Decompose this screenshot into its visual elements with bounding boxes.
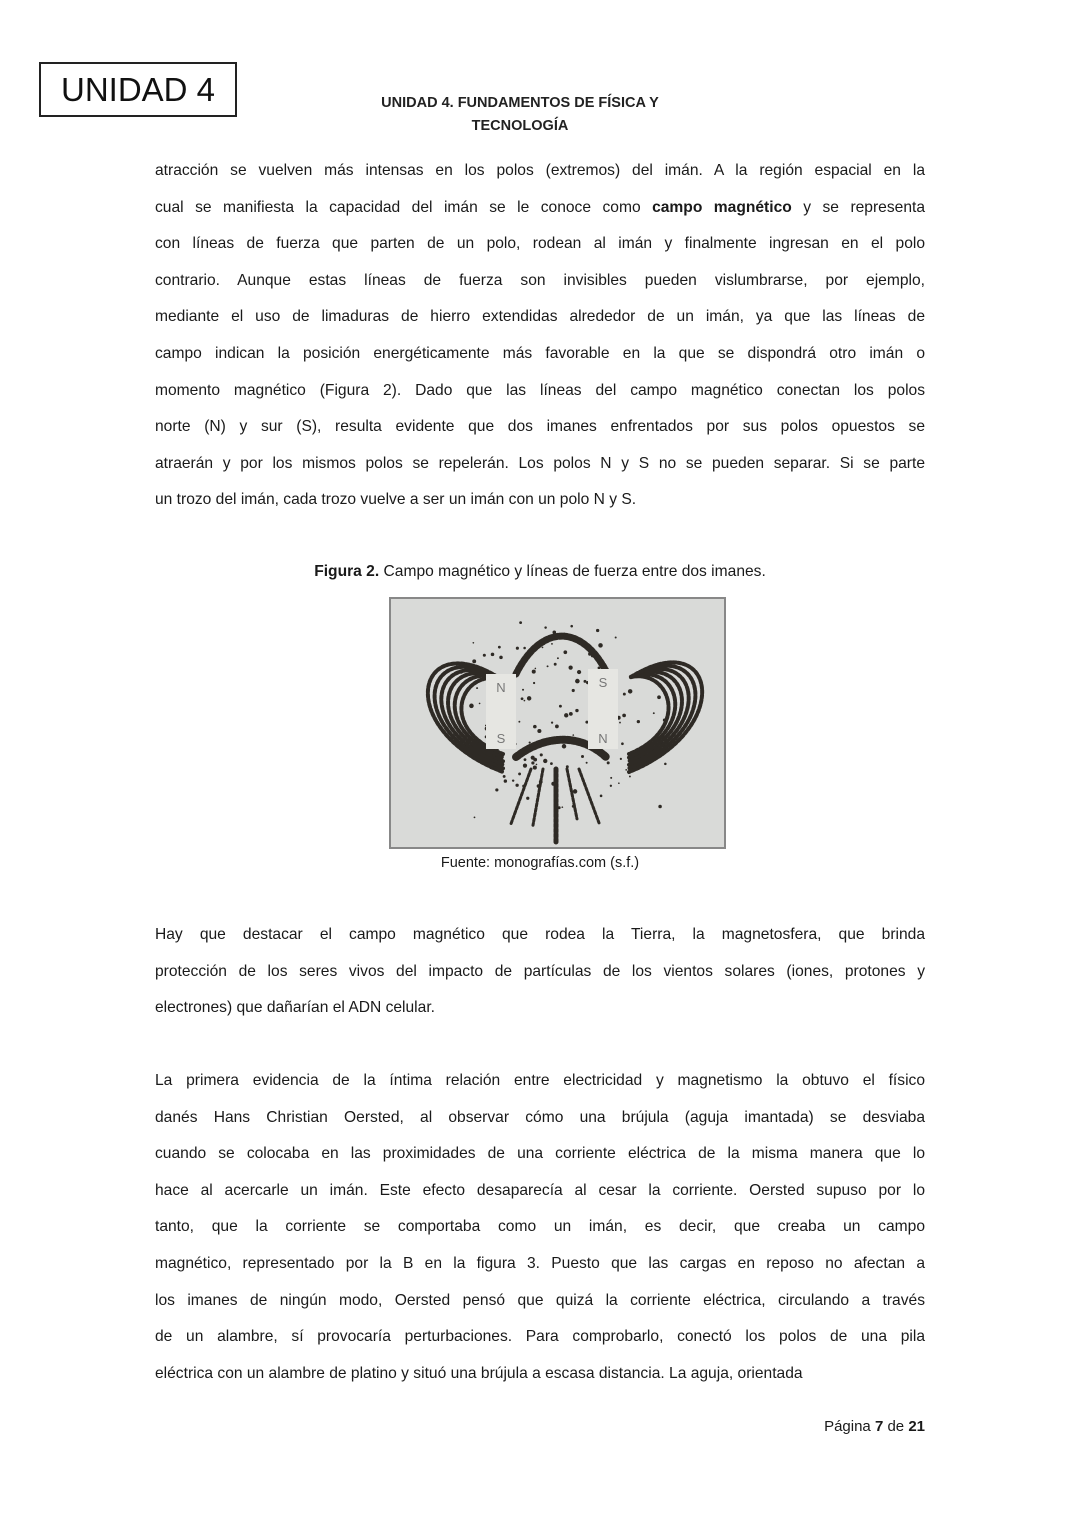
text-segment: atracción se vuelven más intensas en los polos (extremos) del imán. A la región espacial en la xyxy=(155,162,925,179)
text-line xyxy=(155,1107,925,1144)
text-line xyxy=(155,1180,925,1217)
text-line xyxy=(155,1143,925,1180)
magnet-pole-label: N xyxy=(598,731,608,746)
page-word: Página xyxy=(824,1418,875,1435)
figure-caption-label: Figura 2. xyxy=(314,563,380,580)
unit-label-box: UNIDAD 4 xyxy=(39,62,237,117)
text-line xyxy=(155,1326,925,1363)
text-line xyxy=(155,270,925,307)
figure-caption xyxy=(0,563,1080,581)
text-segment: cuando se colocaba en las proximidades de una corriente eléctrica de la misma manera que lo xyxy=(155,1145,925,1163)
text-line xyxy=(155,924,925,961)
paragraph-magnetic-field xyxy=(155,160,925,526)
text-segment: con líneas de fuerza que parten de un polo, rodean al imán y finalmente ingresan en el polo xyxy=(155,235,925,253)
text-line xyxy=(155,1216,925,1253)
page-total: 21 xyxy=(908,1418,925,1435)
text-line xyxy=(155,160,925,197)
text-segment: campo indican la posición energéticamente más favorable en la que se dispondrá otro imán o xyxy=(155,344,925,362)
text-segment: danés Hans Christian Oersted, al observar cómo una brújula (aguja imantada) se desviaba xyxy=(155,1108,925,1126)
text-segment: hace al acercarle un imán. Este efecto desaparecía al cesar la corriente. Oersted supuso por lo xyxy=(155,1181,925,1199)
text-line xyxy=(155,1070,925,1107)
text-line xyxy=(155,1363,925,1400)
text-line xyxy=(155,343,925,380)
text-segment: un trozo del imán, cada trozo vuelve a ser un imán con un polo N y S. xyxy=(155,491,637,509)
page-number xyxy=(824,1418,925,1435)
text-line xyxy=(155,1253,925,1290)
text-segment: Hay que destacar el campo magnético que rodea la Tierra, la magnetosfera, que brinda xyxy=(155,926,925,943)
text-segment: momento magnético (Figura 2). Dado que las líneas del campo magnético conectan los polos xyxy=(155,381,925,399)
document-header xyxy=(330,92,710,138)
text-segment: protección de los seres vivos del impacto de partículas de los vientos solares (iones, protones y xyxy=(155,962,925,980)
page-of: de xyxy=(883,1418,909,1435)
text-line xyxy=(155,1290,925,1327)
iron-filings-image xyxy=(391,599,724,847)
text-line xyxy=(155,197,925,234)
text-segment: y se representa xyxy=(791,198,925,216)
text-line xyxy=(155,380,925,417)
text-segment: electrones) que dañarían el ADN celular. xyxy=(155,999,435,1017)
text-segment: La primera evidencia de la íntima relación entre electricidad y magnetismo la obtuvo el físico xyxy=(155,1072,925,1089)
magnet-field-photo xyxy=(389,597,726,849)
header-title-line2: TECNOLOGÍA xyxy=(471,118,569,134)
text-segment: de un alambre, sí provocaría perturbaciones. Para comprobarlo, conectó los polos de una pila xyxy=(155,1328,925,1346)
text-segment: eléctrica con un alambre de platino y situó una brújula a escasa distancia. La aguja, orientada xyxy=(155,1364,803,1382)
magnet-pole-label: S xyxy=(598,675,608,690)
figure-caption-text: Campo magnético y líneas de fuerza entre dos imanes. xyxy=(379,563,766,580)
page-current: 7 xyxy=(874,1418,884,1435)
magnet-pole-label: S xyxy=(496,731,506,746)
text-line xyxy=(155,233,925,270)
magnet-pole-label: N xyxy=(496,680,506,695)
text-line xyxy=(155,961,925,998)
text-line xyxy=(155,453,925,490)
header-title-line1: UNIDAD 4. FUNDAMENTOS DE FÍSICA Y xyxy=(381,95,659,111)
text-segment: cual se manifiesta la capacidad del imán se le conoce como xyxy=(155,198,653,216)
text-segment: tanto, que la corriente se comportaba como un imán, es decir, que creaba un campo xyxy=(155,1218,925,1236)
paragraph-magnetosphere xyxy=(155,924,925,1034)
text-line xyxy=(155,306,925,343)
text-segment: norte (N) y sur (S), resulta evidente que dos imanes enfrentados por sus polos opuestos se xyxy=(155,418,925,436)
text-line xyxy=(155,489,925,526)
figure-source: Fuente: monografías.com (s.f.) xyxy=(440,855,640,871)
text-segment: magnético, representado por la B en la figura 3. Puesto que las cargas en reposo no afectan a xyxy=(155,1254,925,1272)
text-segment: mediante el uso de limaduras de hierro extendidas alrededor de un imán, ya que las líneas de xyxy=(155,308,925,326)
text-segment: contrario. Aunque estas líneas de fuerza son invisibles pueden vislumbrarse, por ejemplo, xyxy=(155,271,925,289)
text-segment: los imanes de ningún modo, Oersted pensó que quizá la corriente eléctrica, circulando a través xyxy=(155,1291,925,1309)
paragraph-oersted xyxy=(155,1070,925,1399)
field-lines xyxy=(428,621,702,844)
text-line xyxy=(155,416,925,453)
text-line xyxy=(155,997,925,1034)
text-segment: atraerán y por los mismos polos se repelerán. Los polos N y S no se pueden separar. Si se parte xyxy=(155,454,925,472)
bold-term: campo magnético xyxy=(652,198,792,216)
